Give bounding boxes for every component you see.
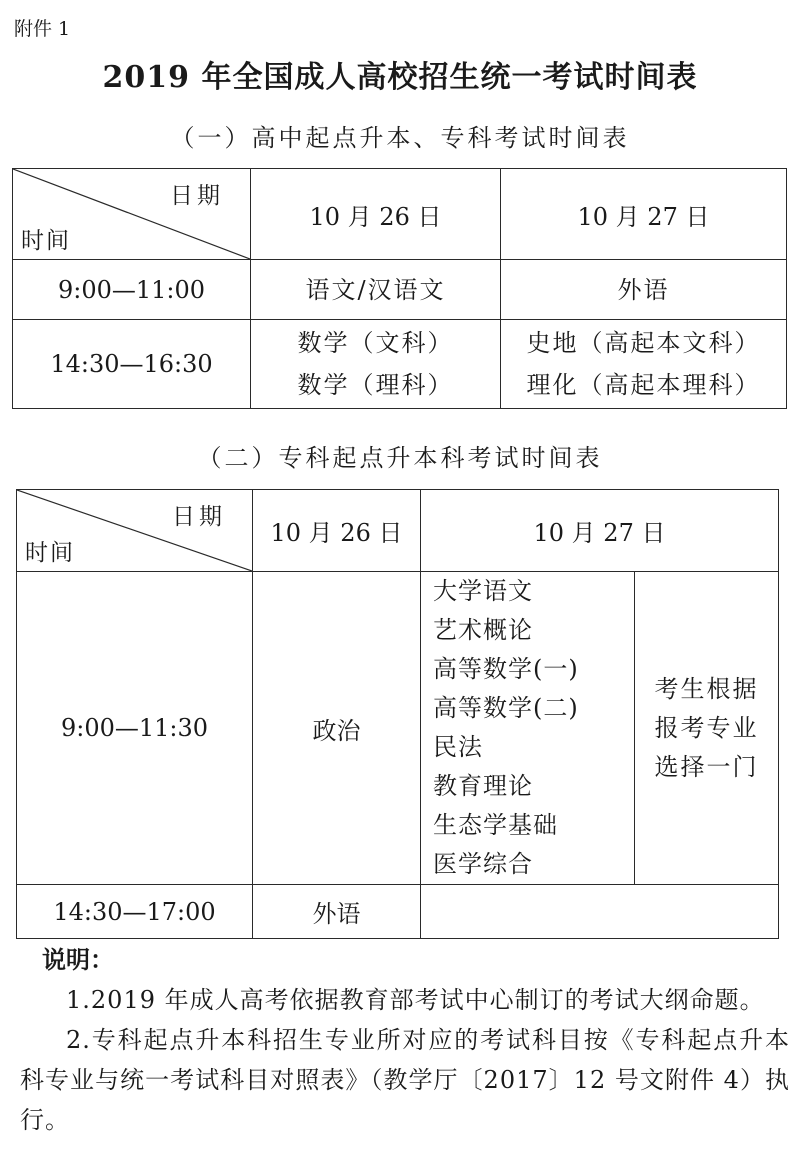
date-column-header: 10 月 27 日 xyxy=(421,490,779,572)
date-column-header: 10 月 27 日 xyxy=(501,169,787,260)
list-item: 高等数学(二) xyxy=(433,694,579,722)
empty-cell xyxy=(421,885,779,939)
subject-text: 数学（文科） xyxy=(297,329,454,357)
time-header-label: 时间 xyxy=(25,540,75,566)
selection-note-cell xyxy=(635,572,779,885)
list-item: 高等数学(一) xyxy=(433,655,579,683)
diagonal-header-cell xyxy=(13,169,251,260)
note-line: 报考专业 xyxy=(654,713,759,742)
table1-subtitle: （一）高中起点升本、专科考试时间表 xyxy=(170,124,630,152)
list-item: 教育理论 xyxy=(433,772,533,800)
subject-text: 史地（高起本文科） xyxy=(526,329,761,357)
date-header-label: 日期 xyxy=(170,183,224,209)
subject-cell xyxy=(501,320,787,409)
table-row xyxy=(13,260,787,320)
subject-text: 理化（高起本理科） xyxy=(526,371,761,399)
table-row xyxy=(17,885,779,939)
subject-text: 语文/汉语文 xyxy=(305,275,446,304)
exam-schedule-table-2 xyxy=(16,489,779,939)
table-header-row xyxy=(17,490,779,572)
subject-cell xyxy=(251,320,501,409)
document-title: 2019 年全国成人高校招生统一考试时间表 xyxy=(102,60,698,95)
note-line: 选择一门 xyxy=(654,752,759,781)
list-item: 大学语文 xyxy=(433,577,533,605)
notes-section xyxy=(20,940,790,1140)
date-column-header: 10 月 26 日 xyxy=(253,490,421,572)
time-header-label: 时间 xyxy=(21,228,71,254)
list-item: 医学综合 xyxy=(433,850,533,878)
subject-cell: 外语 xyxy=(253,885,421,939)
subject-list-cell xyxy=(421,572,635,885)
time-slot-cell: 14:30—16:30 xyxy=(13,320,251,409)
date-header-label: 日期 xyxy=(172,504,226,530)
list-item: 生态学基础 xyxy=(433,811,558,839)
diagonal-header-cell xyxy=(17,490,253,572)
list-item: 艺术概论 xyxy=(433,616,533,644)
subject-cell: 政治 xyxy=(253,572,421,885)
table-row xyxy=(13,320,787,409)
time-slot-cell: 9:00—11:00 xyxy=(13,260,251,320)
table-header-row xyxy=(13,169,787,260)
note-item: 2.专科起点升本科招生专业所对应的考试科目按《专科起点升本科专业与统一考试科目对照表》（教学厅〔2017〕12 号文附件 4）执行。 xyxy=(20,1026,790,1134)
subject-text: 数学（理科） xyxy=(297,371,454,399)
list-item: 民法 xyxy=(433,733,483,761)
date-column-header: 10 月 26 日 xyxy=(251,169,501,260)
notes-heading: 说明： xyxy=(42,945,114,974)
subject-cell xyxy=(501,260,787,320)
note-item: 1.2019 年成人高考依据教育部考试中心制订的考试大纲命题。 xyxy=(66,986,765,1014)
subject-cell xyxy=(251,260,501,320)
time-slot-cell: 14:30—17:00 xyxy=(17,885,253,939)
table2-subtitle: （二）专科起点升本科考试时间表 xyxy=(197,444,603,472)
table-row xyxy=(17,572,779,885)
note-line: 考生根据 xyxy=(654,674,759,703)
time-slot-cell: 9:00—11:30 xyxy=(17,572,253,885)
subject-text: 外语 xyxy=(617,275,670,304)
exam-schedule-table-1 xyxy=(12,168,787,409)
attachment-label: 附件 1 xyxy=(14,18,71,40)
